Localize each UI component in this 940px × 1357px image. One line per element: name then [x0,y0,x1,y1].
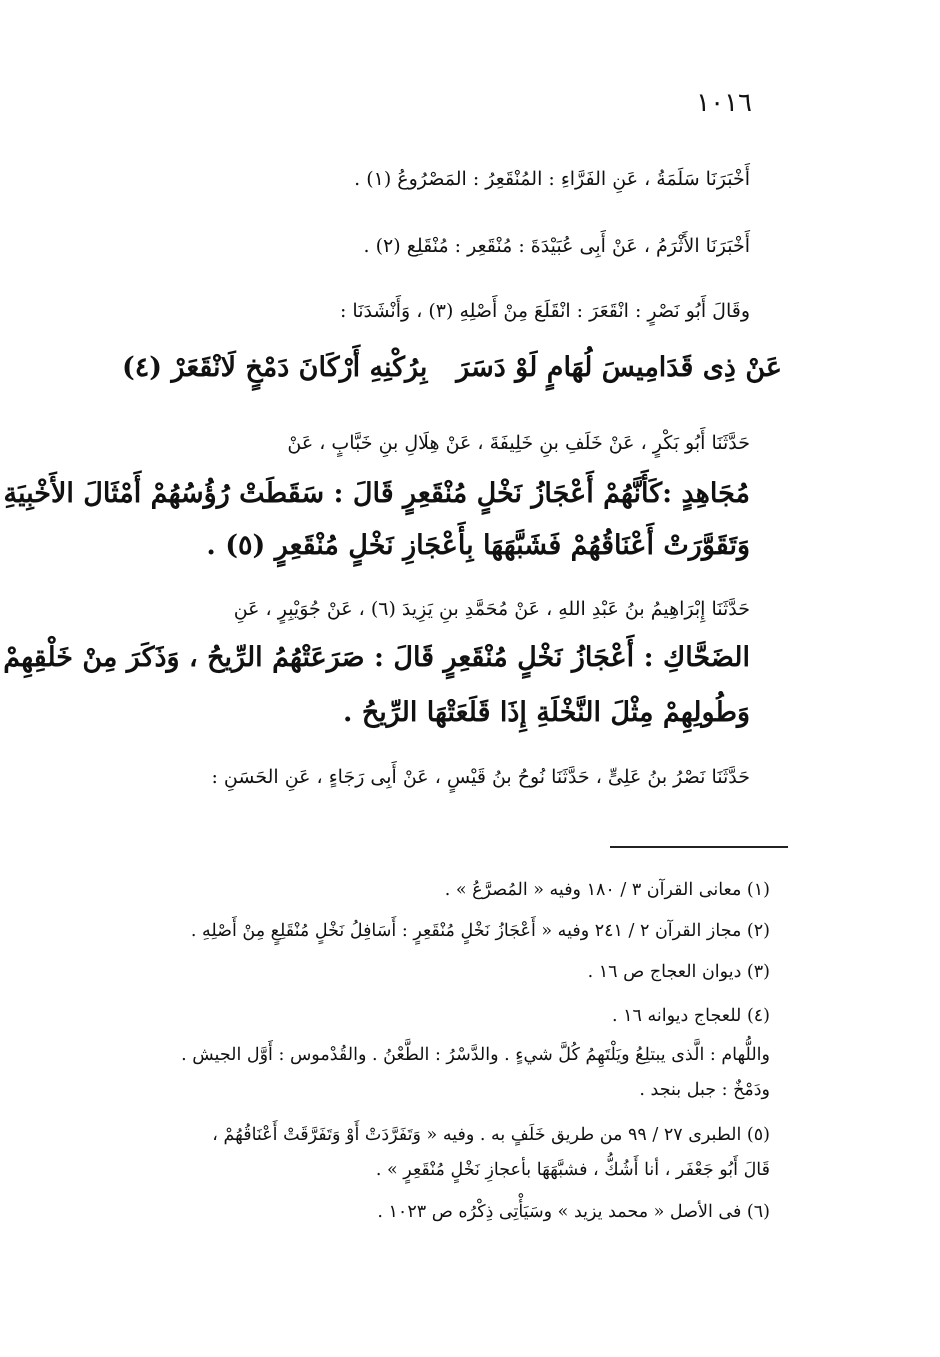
footnote: (٣) ديوان العجاج ص ١٦ . [587,962,770,982]
footnote: قَالَ أَبُو جَعْفَر ، أنا أَشُكُّ ، فشبَّهَهَا بأعجازِ نَخْلٍ مُنْقَعِرٍ » . [375,1160,770,1180]
text-line: حَدَّثَنَا نَصْرُ بنُ عَلِىٍّ ، حَدَّثَنَا نُوحُ بنُ قَيْسٍ ، عَنْ أَبِى رَجَاءٍ ، عَنِ الحَسَنِ : [211,766,750,788]
footnote: ودَمْخٌ : جبل بنجد . [639,1080,770,1100]
verse-second-hemistich: بِرُكْنِهِ أَرْكَانَ دَمْخٍ لَانْقَعَرْ (٤) [122,352,428,383]
text-line: حَدَّثَنَا إِبْرَاهِيمُ بنُ عَبْدِ اللهِ ، عَنْ مُحَمَّدِ بنِ يَزِيدَ (٦) ، عَنْ جُوَيْبِرٍ ، عَنِ [233,598,750,620]
text-line: حَدَّثَنَا أَبُو بَكْرٍ ، عَنْ خَلَفِ بنِ خَلِيفَةَ ، عَنْ هِلَالِ بنِ خَبَّابٍ ، عَنْ [287,432,750,454]
verse-first-hemistich: عَنْ ذِى قَدَامِيسَ لُهَامٍ لَوْ دَسَرَ [456,352,782,383]
footnote: (٦) فى الأصل « محمد يزيد » وسَيَأْتِى ذِكْرُه ص ١٠٢٣ . [377,1202,770,1222]
footnote: (٥) الطبرى ٢٧ / ٩٩ من طريق خَلَفٍ به . وفيه « وَتَفَرَّدَتْ أَوْ وَتَفَرَّقَتْ أَعْنَاقُهُمْ ، [212,1125,770,1145]
footnote: (٢) مجاز القرآن ٢ / ٢٤١ وفيه « أَعْجَازُ نَخْلٍ مُنْقَعِرٍ : أَسَافِلُ نَخْلٍ مُنْقَلِعٍ مِنْ أَصْلِهِ . [190,921,770,941]
footnote: واللُّهام : الَّذى يبتلِعُ ويَلْتَهِمُ كُلَّ شيءٍ . والدَّسْرُ : الطَّعْنُ . والقُدْموس : أَوَّل الجيش . [181,1045,770,1065]
text-line: أَخْبَرَنَا سَلَمَةُ ، عَنِ الفَرَّاءِ : المُنْقَعِرُ : المَصْرُوعُ (١) . [354,168,750,190]
footnote: (٤) للعجاج ديوانه ١٦ . [611,1006,770,1026]
text-line: أَخْبَرَنَا الأَثْرَمُ ، عَنْ أَبِى عُبَيْدَةَ : مُنْقَعِر : مُنْقَلِع (٢) . [363,235,750,257]
text-line: مُجَاهِدٍ :كَأَنَّهُمْ أَعْجَازُ نَخْلٍ مُنْقَعِرٍ قَالَ : سَقَطَتْ رُؤُسُهُمْ أَمْثَالَ الأَخْبِيَةِ [3,478,750,509]
text-line: وقَالَ أَبُو نَصْرٍ : انْقَعَرَ : انْقَلَعَ مِنْ أَصْلِهِ (٣) ، وَأَنْشَدَنَا : [339,300,750,322]
text-line: الضَحَّاكِ : أَعْجَازُ نَخْلٍ مُنْقَعِرٍ قَالَ : صَرَعَتْهُمُ الرِّيحُ ، وَذَكَرَ مِنْ خَلْقِهِمْ [3,642,750,673]
footnote-separator [610,846,788,848]
text-line: وَطُولِهِمْ مِثْلَ النَّخْلَةِ إِذَا قَلَعَتْهَا الرِّيحُ . [343,697,750,728]
text-line: وَتَقَوَّرَتْ أَعْنَاقُهُمْ فَشَبَّهَهَا بِأَعْجَازِ نَخْلٍ مُنْقَعِرٍ (٥) . [206,530,750,561]
footnote: (١) معانى القرآن ٣ / ١٨٠ وفيه « المُصرَّعُ » . [444,880,770,900]
page-number: ١٠١٦ [696,88,752,118]
